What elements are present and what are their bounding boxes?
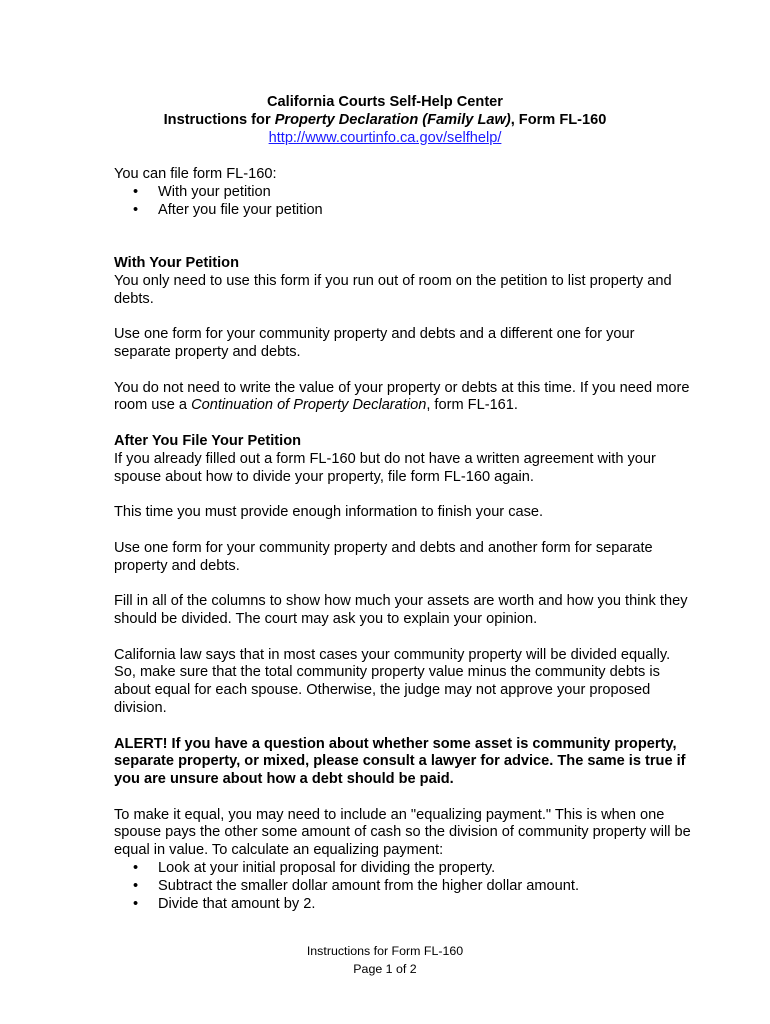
paragraph: To make it equal, you may need to include an "equalizing payment." This is when one spouse pays the other some amount of cash so the division of community property will be equal in value. To calculate an equalizing payment: [114,806,691,859]
list-item-text: Divide that amount by 2. [158,895,316,912]
paragraph: Use one form for your community property and debts and another form for separate property and debts. [114,539,653,574]
equalizing-steps-list [114,860,694,913]
document-body [114,166,694,913]
list-item [114,184,694,202]
paragraph: This time you must provide enough information to finish your case. [114,504,544,521]
header-subtitle [0,112,770,130]
header-title: California Courts Self-Help Center [267,94,503,110]
paragraph: Use one form for your community property and debts and a different one for your separate property and debts. [114,326,635,360]
paragraph [114,380,694,416]
bullet-icon: • [133,183,139,200]
subtitle-form-name: Property Declaration (Family Law) [274,111,511,128]
list-item [114,878,694,896]
bullet-icon: • [133,877,139,894]
section-title-with-petition: With Your Petition [114,254,239,271]
intro-bullet-list [114,184,694,220]
bullet-icon: • [133,860,139,877]
paragraph-text: You do not need to write the value of your property or debts at this time. If you need more room use a [114,379,690,414]
paragraph: Fill in all of the columns to show how much your assets are worth and how you think they should be divided. The court may ask you to explain your opinion. [114,593,688,627]
subtitle-prefix: Instructions for [163,111,275,128]
bullet-icon: • [133,201,139,218]
list-item-text: With your petition [158,183,271,200]
paragraph: You only need to use this form if you run out of room on the petition to list property and debts. [114,272,672,307]
continuation-form-name: Continuation of Property Declaration [191,397,427,414]
list-item-text: Subtract the smaller dollar amount from the higher dollar amount. [158,877,579,894]
document-header [0,94,770,147]
subtitle-suffix: , Form FL-160 [510,111,607,128]
paragraph: If you already filled out a form FL-160 but do not have a written agreement with your spouse about how to divide your property, file form FL-160 again. [114,450,656,485]
section-title-after-petition: After You File Your Petition [114,432,302,449]
list-item [114,860,694,878]
list-item-text: After you file your petition [158,201,323,218]
list-item-text: Look at your initial proposal for dividing the property. [158,860,496,877]
intro-text: You can file form FL-160: [114,166,277,182]
header-url-line [0,130,770,148]
bullet-icon: • [133,895,139,912]
list-item [114,202,694,220]
list-item [114,896,694,914]
page-footer [0,942,770,978]
paragraph: California law says that in most cases your community property will be divided equally. So, make sure that the total community property value minus the community debts is about equal for each spouse. Otherwise, the judge may not approve your proposed division. [114,646,671,716]
alert-paragraph: ALERT! If you have a question about whether some asset is community property, separate property, or mixed, please consult a lawyer for advice. The same is true if you are unsure about how a debt should be paid. [114,735,686,788]
paragraph-text: , form FL-161. [426,397,518,414]
selfhelp-link[interactable]: http://www.courtinfo.ca.gov/selfhelp/ [268,129,502,146]
page-number: Page 1 of 2 [353,962,417,976]
footer-form-title: Instructions for Form FL-160 [306,944,464,958]
